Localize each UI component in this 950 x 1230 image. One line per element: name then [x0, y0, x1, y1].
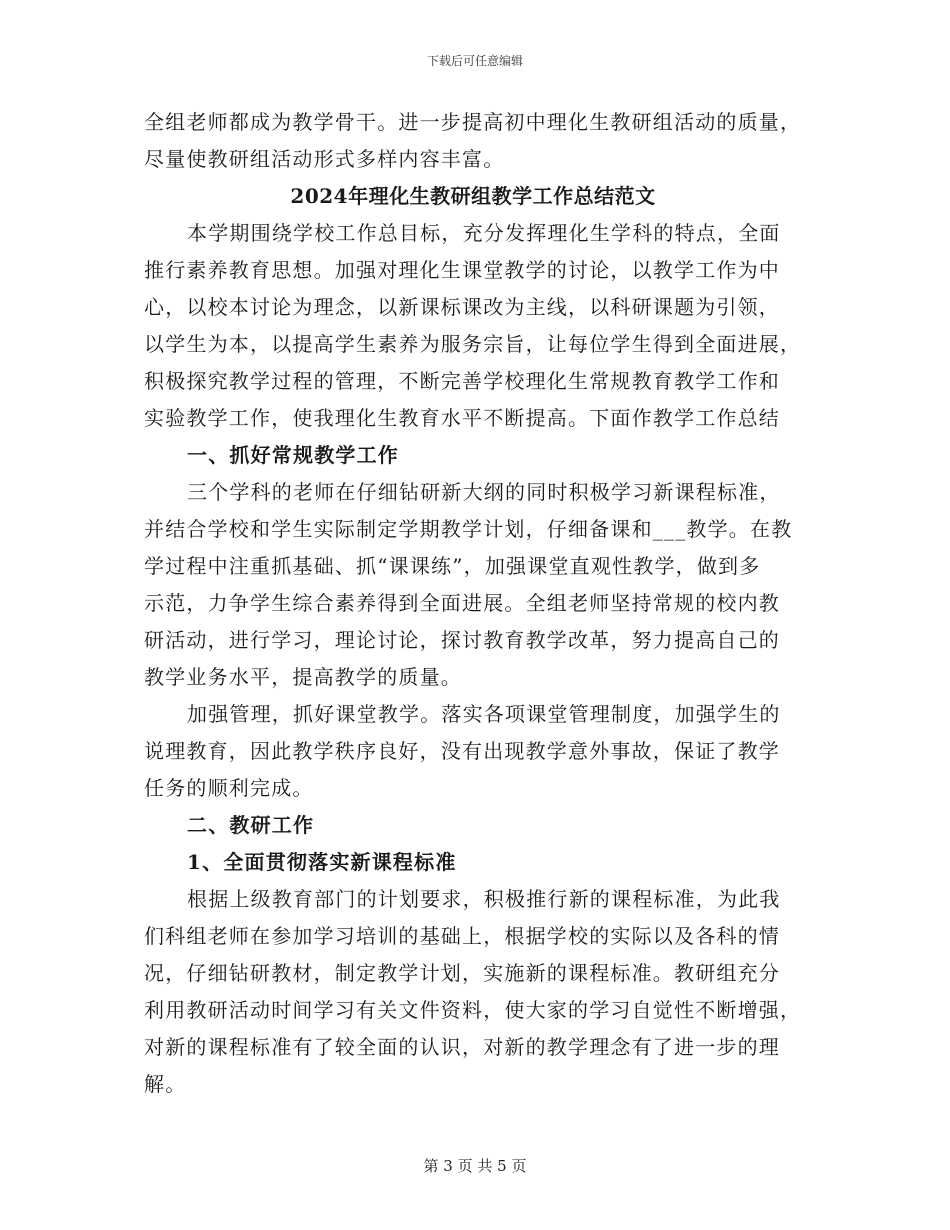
paragraph-line: 本学期围绕学校工作总目标，充分发挥理化生学科的特点，全面	[187, 221, 781, 245]
paragraph-line: 学过程中注重抓基础、抓“课课练”，加强课堂直观性教学，做到多	[144, 554, 761, 578]
paragraph-line: 加强管理，抓好课堂教学。落实各项课堂管理制度，加强学生的	[187, 702, 781, 726]
intro-line: 全组老师都成为教学骨干。进一步提高初中理化生教研组活动的质量，	[144, 110, 802, 134]
paragraph-line: 推行素养教育思想。加强对理化生课堂教学的讨论，以教学工作为中	[144, 258, 780, 282]
paragraph-line: 积极探究教学过程的管理，不断完善学校理化生常规教育教学工作和	[144, 369, 780, 393]
section-heading: 二、教研工作	[187, 813, 315, 837]
paragraph-line: 并结合学校和学生实际制定学期教学计划，仔细备课和___教学。在教	[144, 517, 793, 541]
paragraph-line: 教学业务水平，提高教学的质量。	[144, 665, 462, 689]
subsection-heading: 1、全面贯彻落实新课程标准	[187, 850, 457, 874]
paragraph-line: 以学生为本，以提高学生素养为服务宗旨，让每位学生得到全面进展，	[144, 332, 802, 356]
paragraph-line: 对新的课程标准有了较全面的认识，对新的教学理念有了进一步的理	[144, 1035, 780, 1059]
paragraph-line: 们科组老师在参加学习培训的基础上，根据学校的实际以及各科的情	[144, 924, 780, 948]
intro-line: 尽量使教研组活动形式多样内容丰富。	[144, 147, 505, 171]
paragraph-line: 说理教育，因此教学秩序良好，没有出现教学意外事故，保证了教学	[144, 739, 780, 763]
paragraph-line: 解。	[144, 1072, 187, 1096]
document-title: 2024年理化生教研组教学工作总结范文	[290, 184, 656, 208]
paragraph-line: 况，仔细钻研教材，制定教学计划，实施新的课程标准。教研组充分	[144, 961, 780, 985]
paragraph-line: 利用教研活动时间学习有关文件资料，使大家的学习自觉性不断增强，	[144, 998, 802, 1022]
document-body	[144, 104, 802, 1103]
section-heading: 一、抓好常规教学工作	[187, 443, 399, 467]
paragraph-line: 研活动，进行学习，理论讨论，探讨教育教学改革，努力提高自己的	[144, 628, 780, 652]
page-header: 下载后可任意编辑	[426, 54, 523, 68]
paragraph-line: 三个学科的老师在仔细钻研新大纲的同时积极学习新课程标准，	[187, 480, 781, 504]
paragraph-line: 根据上级教育部门的计划要求，积极推行新的课程标准，为此我	[187, 887, 781, 911]
paragraph-line: 心，以校本讨论为理念，以新课标课改为主线，以科研课题为引领，	[144, 295, 780, 319]
paragraph-line: 示范，力争学生综合素养得到全面进展。全组老师坚持常规的校内教	[144, 591, 780, 615]
page-number: 第 3 页 共 5 页	[423, 1157, 527, 1175]
paragraph-line: 任务的顺利完成。	[144, 776, 314, 800]
paragraph-line: 实验教学工作，使我理化生教育水平不断提高。下面作教学工作总结	[144, 406, 780, 430]
